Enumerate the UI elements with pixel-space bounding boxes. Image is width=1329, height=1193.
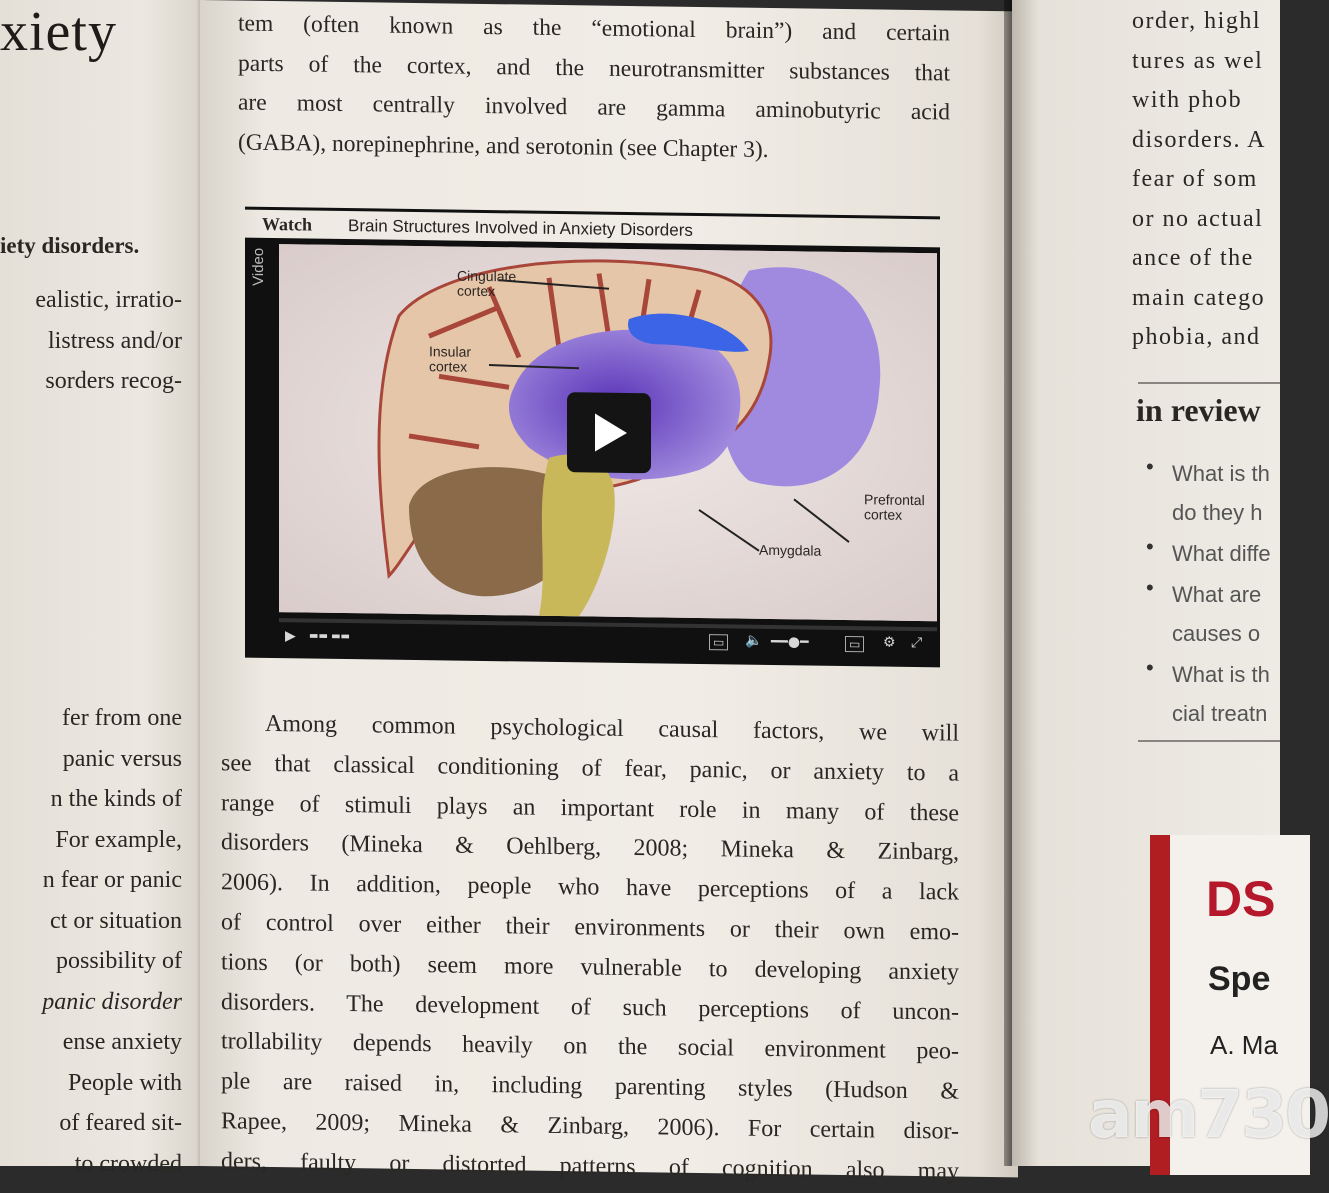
text-line: listress and/or: [48, 327, 182, 354]
play-icon: [595, 414, 627, 452]
text-line: see that classical conditioning of fear, panic, or anxiety to a: [221, 750, 959, 787]
text-line: People with: [68, 1069, 182, 1096]
text-line: disorders. A: [1132, 126, 1266, 153]
left-text-block-b: [0, 698, 182, 1184]
top-paragraph: [238, 5, 950, 173]
text-line: panic versus: [62, 745, 182, 772]
fullscreen-icon[interactable]: ⤢: [911, 634, 923, 652]
text-line: tions (or both) seem more vulnerable to developing anxiety: [221, 949, 959, 986]
video-player[interactable]: [245, 238, 940, 668]
settings-gear-icon[interactable]: ⚙: [883, 634, 896, 651]
text-line: ct or situation: [50, 907, 182, 934]
video-side-label: Video: [250, 247, 267, 287]
watermark-logo: am730: [1088, 1076, 1329, 1153]
text-line: panic disorder: [42, 988, 182, 1015]
text-line: n the kinds of: [50, 786, 182, 812]
watch-label: Watch: [262, 213, 313, 235]
text-line: For example,: [55, 826, 182, 853]
left-book-page: [0, 0, 205, 1177]
text-line: of feared sit-: [59, 1110, 182, 1136]
main-paragraph: [221, 704, 959, 1192]
text-line: 2006). In addition, people who have perceptions of a lack: [221, 869, 959, 906]
dsm-box-subtitle: Spe: [1208, 960, 1271, 998]
review-item: [1144, 454, 1280, 532]
text-line: to crowded: [74, 1150, 182, 1177]
label-prefrontal-cortex: Prefrontal cortex: [864, 491, 925, 523]
review-item: [1144, 534, 1280, 573]
text-line: disorders. The development of such perceptions of uncon-: [221, 988, 959, 1026]
review-list: [1144, 454, 1280, 735]
text-line: fer from one: [62, 705, 182, 731]
review-line: What diffe: [1172, 541, 1271, 566]
volume-slider[interactable]: ━━●━: [771, 633, 809, 651]
text-line: with phob: [1132, 87, 1243, 113]
time-readout-icon: ▬▬ ▬▬: [309, 630, 350, 643]
text-line: order, highl: [1132, 8, 1262, 34]
section-heading-fragment: iety disorders.: [0, 233, 140, 258]
text-line: (GABA), norepinephrine, and serotonin (see Chapter 3).: [238, 129, 769, 163]
text-line: or no actual: [1132, 205, 1264, 232]
text-line: Rapee, 2009; Mineka & Zinbarg, 2006). For certain disor-: [221, 1108, 959, 1145]
left-text-block-a: [0, 280, 182, 402]
review-line: cial treatn: [1172, 701, 1268, 726]
text-line: disorders (Mineka & Oehlberg, 2008; Mineka & Zinbarg,: [221, 829, 959, 866]
text-line: Among common psychological causal factors, we will: [265, 710, 959, 747]
play-small-icon[interactable]: ▶: [285, 628, 296, 645]
text-line: of control over either their environments or their own emo-: [221, 909, 959, 946]
video-title: Brain Structures Involved in Anxiety Disorders: [348, 216, 693, 240]
chapter-title: xiety: [0, 1, 117, 63]
text-line: are most centrally involved are gamma aminobutyric acid: [238, 89, 950, 126]
bullet-icon: •: [1146, 655, 1154, 680]
text-line: ealistic, irratio-: [35, 287, 182, 313]
text-line: ense anxiety: [62, 1029, 182, 1055]
text-line: tem (often known as the “emotional brain”) and certain: [238, 10, 950, 47]
center-book-page: [200, 0, 1018, 1185]
review-line: do they h: [1172, 500, 1263, 525]
text-line: trollability depends heavily on the social environment peo-: [221, 1028, 959, 1065]
right-text-block: [1132, 2, 1280, 358]
text-line: fear of som: [1132, 166, 1258, 192]
review-line: What is th: [1172, 662, 1270, 687]
text-line: tures as wel: [1132, 47, 1264, 74]
review-heading: in review: [1136, 392, 1261, 428]
review-top-rule: [1138, 382, 1280, 384]
bullet-icon: •: [1146, 534, 1154, 559]
label-cingulate-cortex: Cingulate cortex: [457, 267, 517, 300]
cc-icon[interactable]: ▭: [709, 634, 728, 650]
volume-icon[interactable]: 🔈: [745, 632, 763, 649]
video-screen[interactable]: [279, 244, 937, 621]
text-line: phobia, and: [1132, 324, 1261, 350]
dsm-box-item: A. Ma: [1210, 1030, 1278, 1060]
text-line: ple are raised in, including parenting styles (Hudson &: [221, 1068, 959, 1105]
bullet-icon: •: [1146, 454, 1154, 479]
text-line: range of stimuli plays an important role in many of these: [221, 789, 959, 827]
text-line: possibility of: [55, 948, 182, 974]
review-bottom-rule: [1138, 740, 1280, 742]
text-line: n fear or panic: [42, 867, 182, 893]
play-button[interactable]: [567, 392, 651, 473]
review-line: What is th: [1172, 461, 1270, 486]
text-line: main catego: [1132, 284, 1266, 311]
text-line: sorders recog-: [45, 368, 182, 394]
label-insular-cortex: Insular cortex: [429, 343, 472, 375]
video-figure: [245, 207, 940, 668]
text-line: parts of the cortex, and the neurotransmitter substances that: [238, 50, 950, 86]
review-line: What are: [1172, 582, 1262, 607]
video-progress-bar[interactable]: [279, 618, 937, 631]
video-controls: [279, 616, 937, 663]
text-line: ders, faulty or distorted patterns of cognition also may: [221, 1148, 959, 1185]
quality-icon[interactable]: ▭: [845, 636, 864, 652]
review-line: causes o: [1172, 621, 1261, 646]
review-item: [1144, 575, 1280, 653]
bullet-icon: •: [1146, 575, 1154, 600]
dsm-box-title: DS: [1206, 871, 1276, 927]
review-item: [1144, 655, 1280, 733]
label-amygdala: Amygdala: [759, 541, 822, 559]
text-line: ance of the: [1132, 245, 1254, 271]
